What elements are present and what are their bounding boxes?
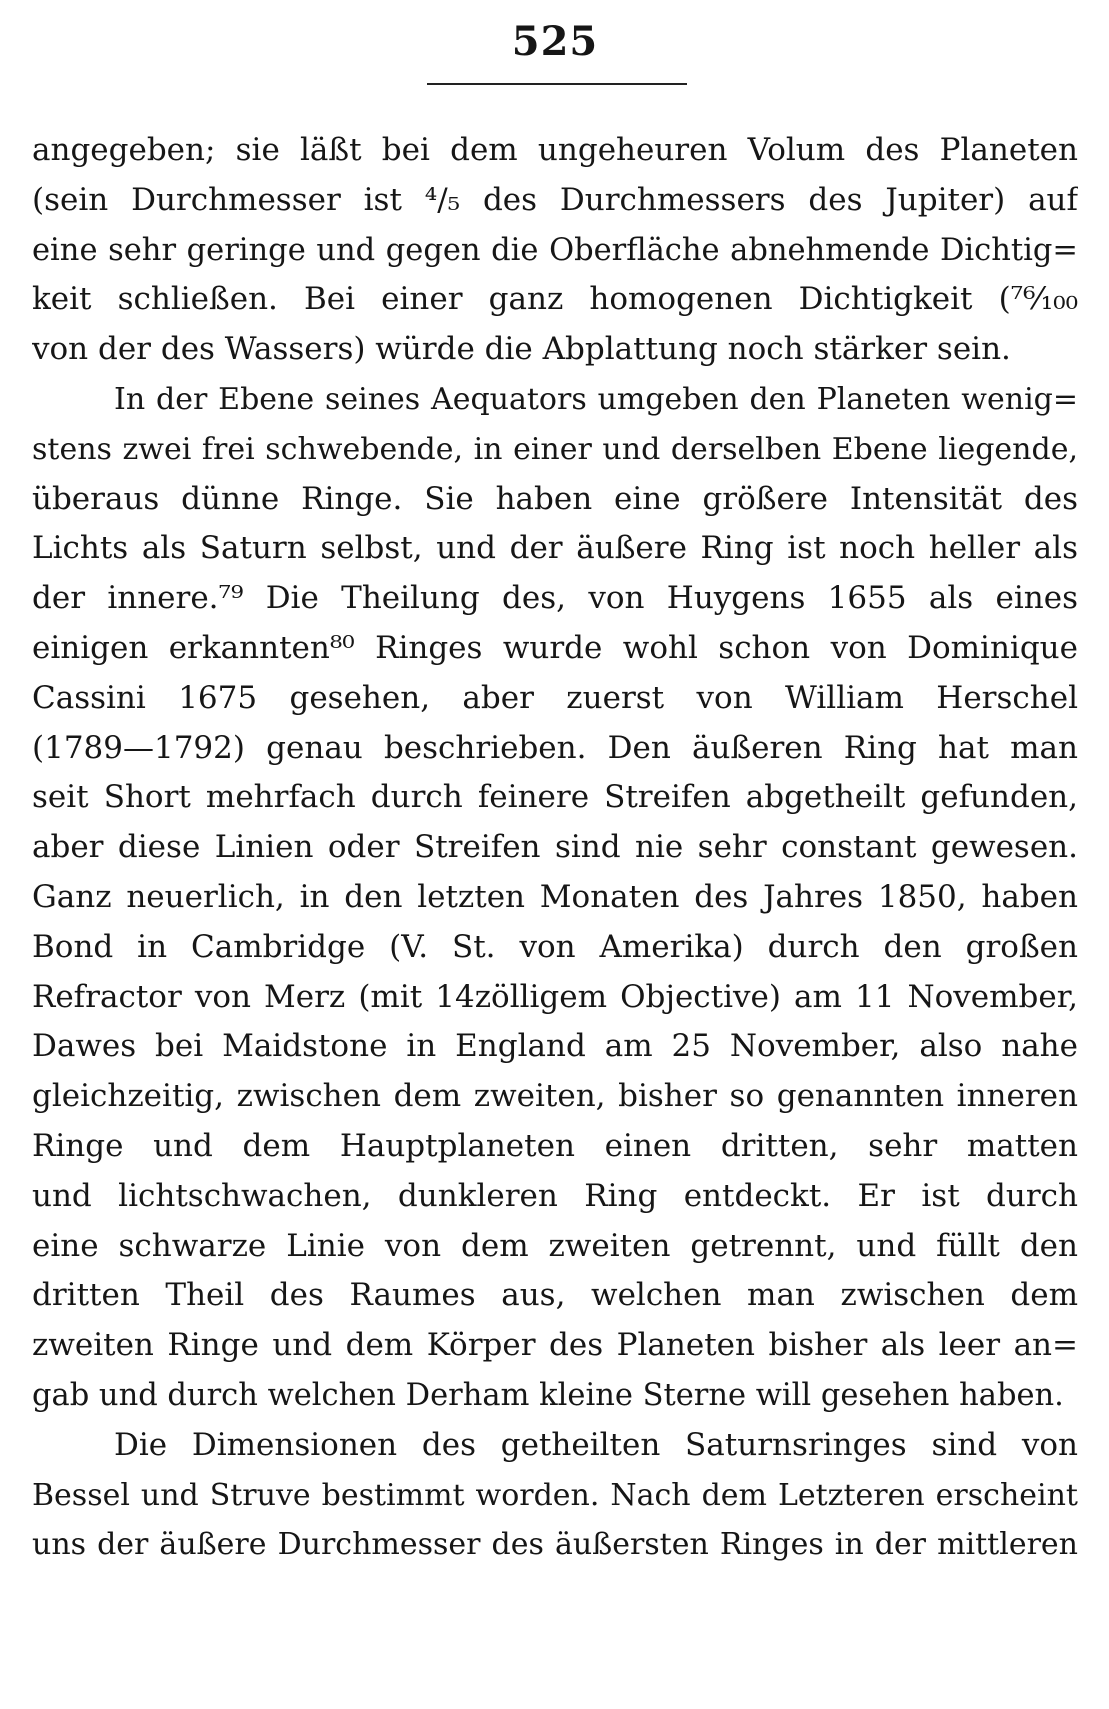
- text-line: uns der äußere Durchmesser des äußersten Ringes in der mittleren: [32, 1527, 1078, 1563]
- text-line: Lichts als Saturn selbst, und der äußere Ring ist noch heller als: [32, 530, 1078, 567]
- text-line: Die Dimensionen des getheilten Saturnsringes sind von: [114, 1426, 1078, 1463]
- text-line: In der Ebene seines Aequators umgeben den Planeten wenig=: [114, 381, 1078, 417]
- text-line: gleichzeitig, zwischen dem zweiten, bisher so genannten inneren: [32, 1078, 1078, 1115]
- text-line: stens zwei frei schwebende, in einer und derselben Ebene liegende,: [32, 431, 1078, 467]
- header-rule: [427, 83, 687, 85]
- text-line: Bessel und Struve bestimmt worden. Nach dem Letzteren erscheint: [32, 1477, 1078, 1513]
- text-line: zweiten Ringe und dem Körper des Planeten bisher als leer an=: [32, 1327, 1078, 1364]
- text-line: überaus dünne Ringe. Sie haben eine größere Intensität des: [32, 480, 1078, 517]
- text-line: (sein Durchmesser ist ⁴/₅ des Durchmessers des Jupiter) auf: [32, 181, 1078, 218]
- text-line: von der des Wassers) würde die Abplattung noch stärker sein.: [32, 331, 1011, 368]
- text-line: gab und durch welchen Derham kleine Sterne will gesehen haben.: [32, 1377, 1064, 1413]
- text-line: seit Short mehrfach durch feinere Streifen abgetheilt gefunden,: [32, 779, 1078, 816]
- text-line: einigen erkannten⁸⁰ Ringes wurde wohl schon von Dominique: [32, 629, 1078, 666]
- text-line: aber diese Linien oder Streifen sind nie sehr constant gewesen.: [32, 829, 1078, 866]
- text-line: der innere.⁷⁹ Die Theilung des, von Huygens 1655 als eines: [32, 580, 1078, 617]
- text-line: keit schließen. Bei einer ganz homogenen Dichtigkeit (⁷⁶⁄₁₀₀: [32, 281, 1078, 318]
- text-line: Ringe und dem Hauptplaneten einen dritten, sehr matten: [32, 1127, 1078, 1164]
- book-page: [32, 0, 1078, 1709]
- text-line: Refractor von Merz (mit 14zölligem Objective) am 11 November,: [32, 978, 1078, 1015]
- text-line: eine schwarze Linie von dem zweiten getrennt, und füllt den: [32, 1227, 1078, 1264]
- text-line: dritten Theil des Raumes aus, welchen man zwischen dem: [32, 1277, 1078, 1314]
- text-line: (1789—1792) genau beschrieben. Den äußeren Ring hat man: [32, 729, 1078, 766]
- text-line: eine sehr geringe und gegen die Oberfläche abnehmende Dichtig=: [32, 232, 1078, 268]
- text-line: angegeben; sie läßt bei dem ungeheuren Volum des Planeten: [32, 132, 1078, 168]
- text-line: Ganz neuerlich, in den letzten Monaten des Jahres 1850, haben: [32, 878, 1078, 915]
- text-line: Cassini 1675 gesehen, aber zuerst von William Herschel: [32, 679, 1078, 716]
- text-line: Bond in Cambridge (V. St. von Amerika) durch den großen: [32, 928, 1078, 965]
- body-text: [32, 126, 1078, 1570]
- page-number: 525: [511, 18, 599, 65]
- text-line: Dawes bei Maidstone in England am 25 November, also nahe: [32, 1028, 1078, 1065]
- text-line: und lichtschwachen, dunkleren Ring entdeckt. Er ist durch: [32, 1177, 1078, 1214]
